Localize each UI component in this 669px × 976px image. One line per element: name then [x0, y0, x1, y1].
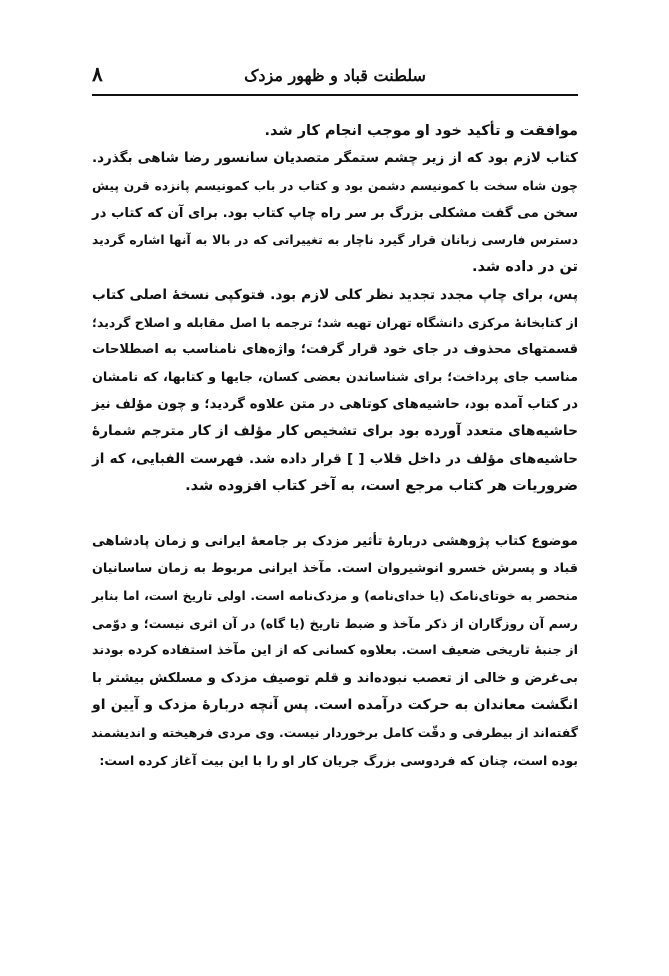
text-line: بوده است، چنان که فردوسی بزرگ جریان کار او را با این بیت آغاز کرده است: — [99, 752, 578, 768]
text-line: تن در داده شد. — [472, 259, 578, 276]
text-line: حاشیه‌های مؤلف در داخل قلاب [ ] قرار داده شد. فهرست الفبایی، که از — [92, 450, 578, 467]
paragraph-gap — [92, 500, 578, 528]
text-line: از جنبهٔ تاریخی ضعیف است. بعلاوه کسانی که از این مآخذ استفاده کرده بودند — [92, 643, 578, 659]
text-line: حاشیه‌های متعدد آورده بود برای تشخیص کار مؤلف از کار مترجم شمارهٔ — [92, 423, 578, 440]
body-text — [92, 118, 578, 774]
text-line: چون شاه سخت با کمونیسم دشمن بود و کتاب در باب کمونیسم پانزده قرن پیش — [92, 178, 578, 193]
text-line: قباد و پسرش خسرو انوشیروان است. مآخذ ایرانی مربوط به زمان ساسانیان — [92, 561, 578, 577]
paragraph — [92, 118, 578, 145]
text-line: از کتابخانهٔ مرکزی دانشگاه تهران تهیه شد؛ ترجمه با اصل مقابله و اصلاح گردید؛ — [92, 315, 578, 331]
paragraph — [92, 528, 578, 774]
text-line: بی‌غرض و خالی از تعصب نبوده‌اند و قلم توصیف مزدک و مسلکش بیشتر با — [92, 670, 578, 686]
text-line: گفته‌اند از بیطرفی و دقّت کامل برخوردار نیست. وی مردی فرهیخته و اندیشمند — [91, 725, 578, 741]
text-line: موضوع کتاب پژوهشی دربارهٔ تأثیر مزدک بر جامعهٔ ایرانی و زمان پادشاهی — [92, 534, 578, 550]
text-line: کتاب لازم بود که از زیر چشم ستمگر متصدیان سانسور رضا شاهی بگذرد. — [92, 150, 578, 167]
text-line: قسمتهای محذوف در جای خود قرار گرفت؛ واژه‌های نامناسب به اصطلاحات — [92, 342, 578, 358]
text-line: سخن می گفت مشکلی بزرگ بر سر راه چاپ کتاب بود. برای آن که کتاب در — [92, 205, 578, 221]
page-header — [92, 60, 578, 92]
text-line: در کتاب آمده بود، حاشیه‌های کوتاهی در متن علاوه گردید؛ و چون مؤلف نیز — [92, 396, 578, 412]
page-number: ۸ — [92, 62, 103, 86]
text-line: مناسب جای پرداخت؛ برای شناساندن بعضی کسان، جایها و کتابها، که نامشان — [92, 369, 578, 385]
text-line: دسترس فارسی زبانان قرار گیرد ناچار به تغییراتی که در بالا به آنها اشاره گردید — [92, 233, 578, 248]
text-line: منحصر به خوتای‌نامک (یا خدای‌نامه) و مزدک‌نامه است. اولی تاریخ است، اما بنابر — [92, 588, 578, 603]
text-line: انگشت معاندان به حرکت درآمده است. پس آنچه دربارهٔ مزدک و آیین او — [92, 696, 578, 713]
text-line: ضروریات هر کتاب مرجع است، به آخر کتاب افزوده شد. — [185, 477, 578, 494]
text-line: پس، برای چاپ مجدد تجدید نظر کلی لازم بود. فتوکپی نسخهٔ اصلی کتاب — [92, 286, 578, 303]
running-title: سلطنت قباد و ظهور مزدک — [244, 66, 426, 85]
text-line: رسم آن روزگاران از ذکر مآخذ و ضبط تاریخ (یا گاه) در آن اثری نیست؛ و دوّمی — [92, 616, 578, 632]
paragraph — [92, 282, 578, 500]
header-rule — [92, 94, 578, 96]
paragraph — [92, 145, 578, 281]
text-line: موافقت و تأکید خود او موجب انجام کار شد. — [264, 123, 578, 139]
